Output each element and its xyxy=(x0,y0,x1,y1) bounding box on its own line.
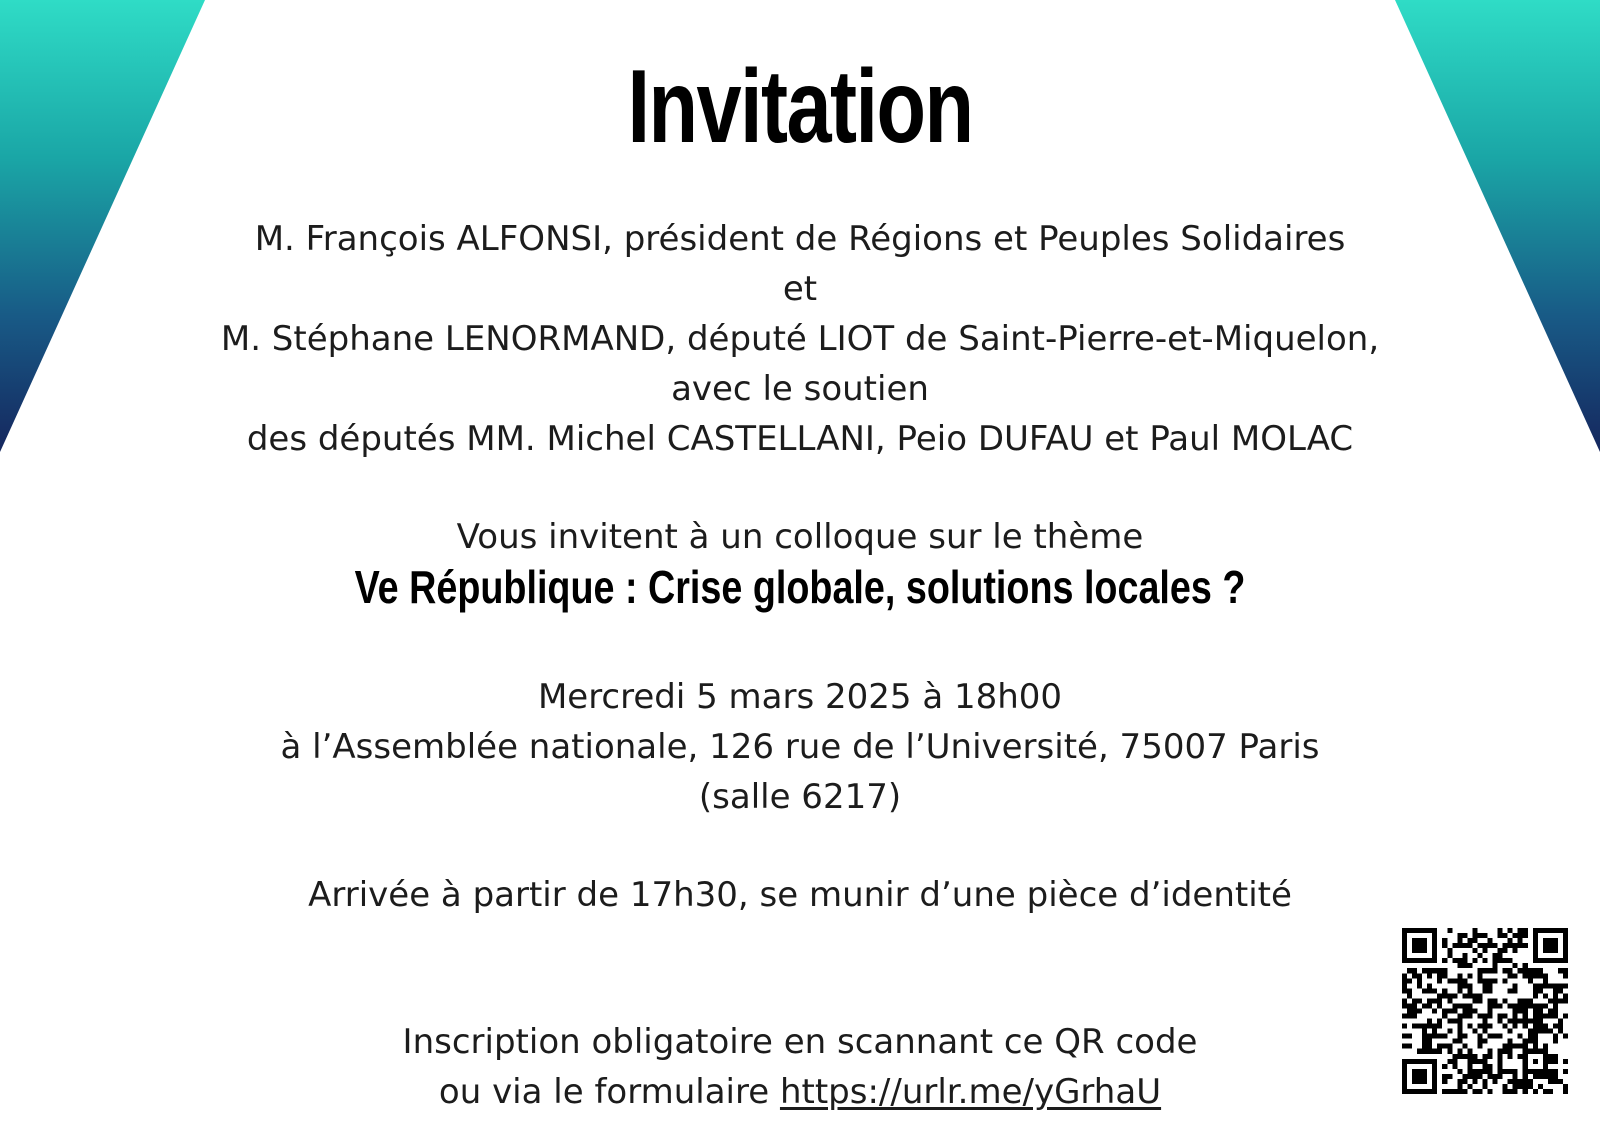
event-room: (salle 6217) xyxy=(698,777,902,817)
registration-link[interactable]: https://urlr.me/yGrhaU xyxy=(779,1072,1162,1112)
qr-code[interactable] xyxy=(1402,928,1568,1094)
host-conjunction: et xyxy=(782,269,818,309)
registration-line-1: Inscription obligatoire en scannant ce QR code xyxy=(402,1022,1198,1062)
colloquium-theme: Ve République : Crise globale, solutions locales ? xyxy=(354,561,1246,613)
registration-line-2 xyxy=(0,1072,1600,1112)
arrival-note: Arrivée à partir de 17h30, se munir d’une pièce d’identité xyxy=(308,875,1292,915)
registration-prefix: ou via le formulaire xyxy=(438,1072,780,1112)
event-place: à l’Assemblée nationale, 126 rue de l’Université, 75007 Paris xyxy=(280,727,1320,767)
event-date: Mercredi 5 mars 2025 à 18h00 xyxy=(537,677,1063,717)
page-title: Invitation xyxy=(627,49,973,165)
host-line-2: M. Stéphane LENORMAND, député LIOT de Saint-Pierre-et-Miquelon, xyxy=(220,319,1380,359)
host-line-1: M. François ALFONSI, président de Régions et Peuples Solidaires xyxy=(254,219,1346,259)
support-line: avec le soutien xyxy=(671,369,929,409)
host-line-3: des députés MM. Michel CASTELLANI, Peio DUFAU et Paul MOLAC xyxy=(246,419,1354,459)
intro-line: Vous invitent à un colloque sur le thème xyxy=(456,517,1144,557)
